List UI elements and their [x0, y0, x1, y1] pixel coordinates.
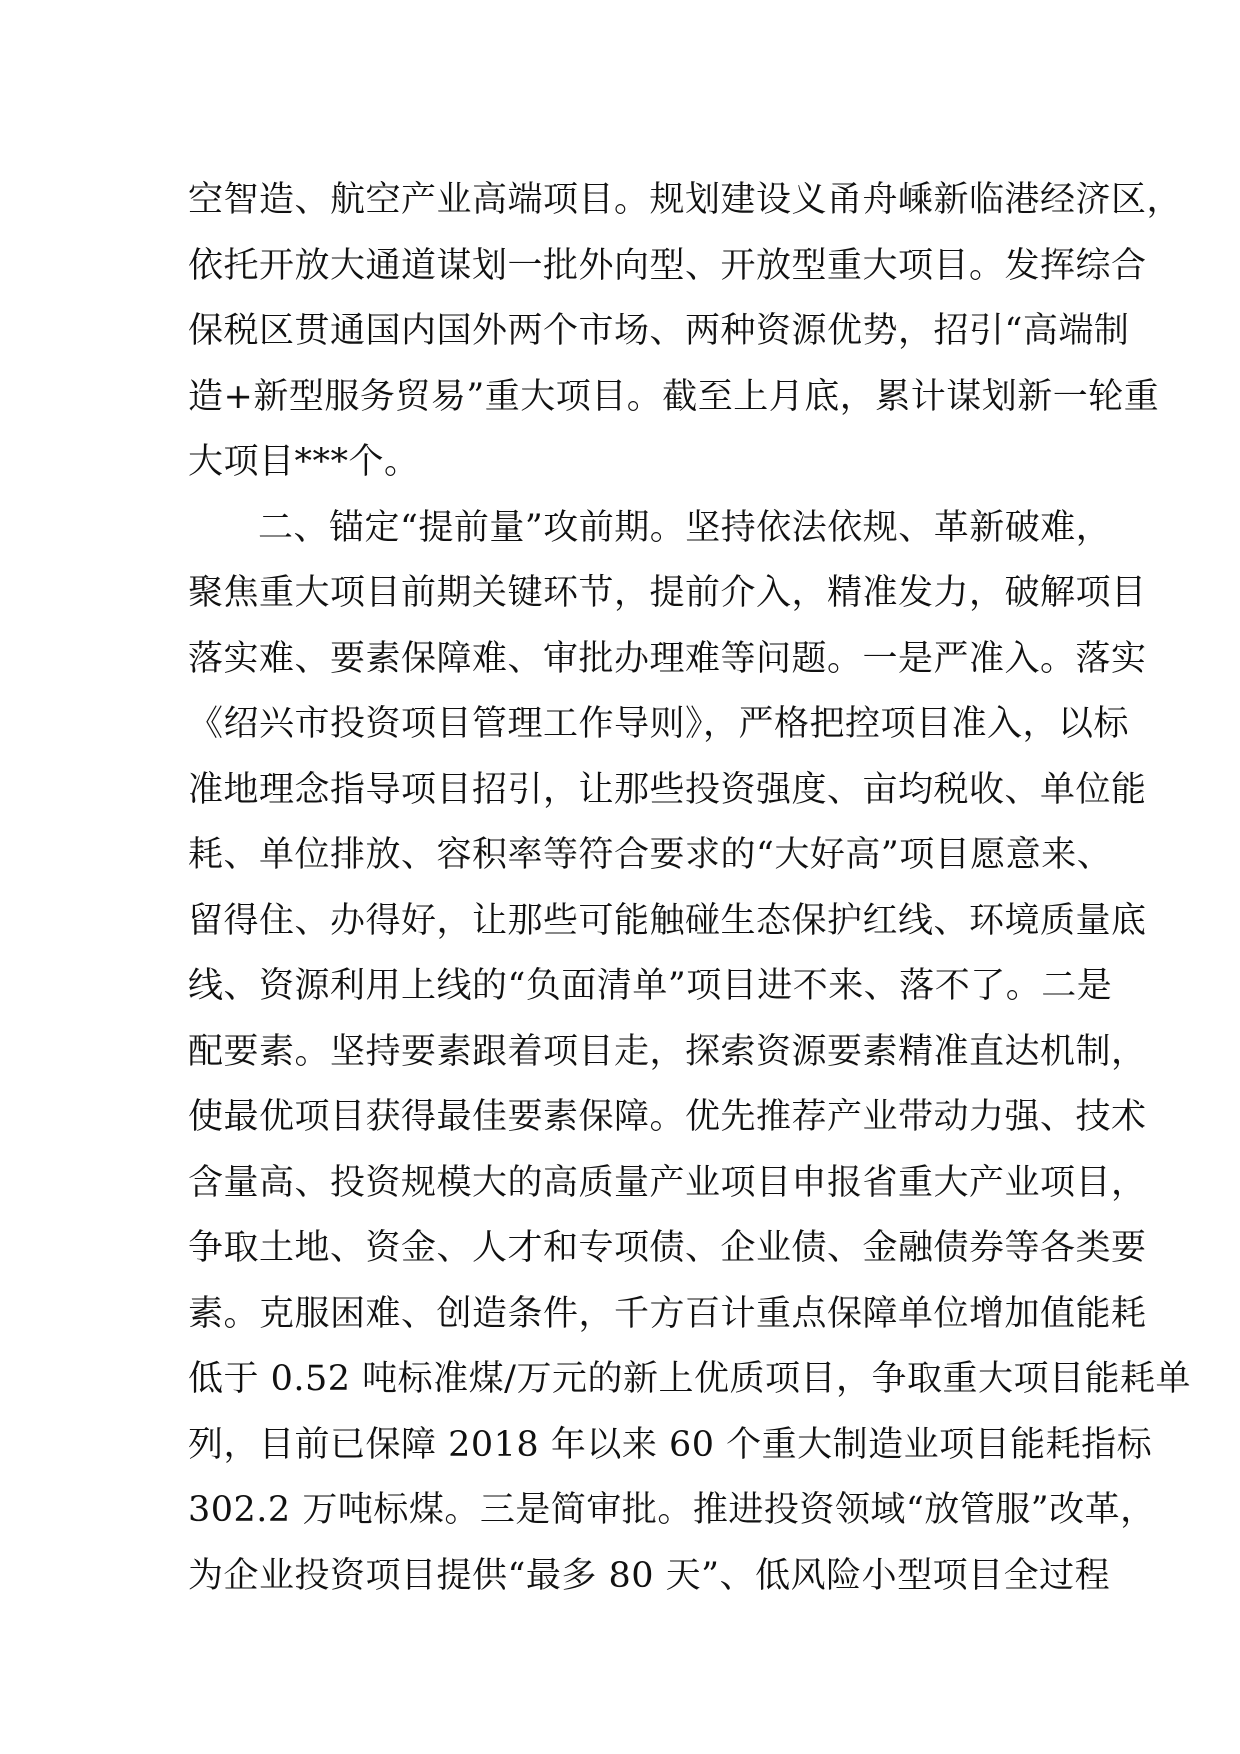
- text-line: 素。克服困难、创造条件，千方百计重点保障单位增加值能耗: [188, 1293, 1147, 1334]
- text-line: 依托开放大通道谋划一批外向型、开放型重大项目。发挥综合: [188, 245, 1147, 286]
- text-line: 空智造、航空产业高端项目。规划建设义甬舟嵊新临港经济区，: [188, 180, 1183, 220]
- text-line: 留得住、办得好，让那些可能触碰生态保护红线、环境质量底: [188, 900, 1147, 941]
- text-line: 302.2 万吨标煤。三是简审批。推进投资领域“放管服”改革，: [188, 1490, 1156, 1530]
- text-line: 《绍兴市投资项目管理工作导则》，严格把控项目准入，以标: [188, 704, 1130, 744]
- text-line: 大项目***个。: [188, 442, 420, 482]
- text-line: 准地理念指导项目招引，让那些投资强度、亩均税收、单位能: [188, 769, 1147, 810]
- text-line: 为企业投资项目提供“最多 80 天”、低风险小型项目全过程: [188, 1555, 1111, 1596]
- body-text: [188, 168, 1191, 1609]
- text-line: 耗、单位排放、容积率等符合要求的“大好高”项目愿意来、: [188, 835, 1113, 875]
- text-line: 低于 0.52 吨标准煤/万元的新上优质项目，争取重大项目能耗单: [188, 1359, 1191, 1399]
- text-line: 列，目前已保障 2018 年以来 60 个重大制造业项目能耗指标: [188, 1424, 1153, 1465]
- text-line: 造+新型服务贸易”重大项目。截至上月底，累计谋划新一轮重: [188, 376, 1160, 417]
- text-line: 使最优项目获得最佳要素保障。优先推荐产业带动力强、技术: [188, 1097, 1147, 1137]
- text-line: 聚焦重大项目前期关键环节，提前介入，精准发力，破解项目: [188, 573, 1147, 613]
- text-line: 含量高、投资规模大的高质量产业项目申报省重大产业项目，: [188, 1162, 1147, 1203]
- text-line: 争取土地、资金、人才和专项债、企业债、金融债券等各类要: [188, 1228, 1147, 1268]
- text-line: 线、资源利用上线的“负面清单”项目进不来、落不了。二是: [188, 966, 1113, 1006]
- text-line: 配要素。坚持要素跟着项目走，探索资源要素精准直达机制，: [188, 1031, 1147, 1072]
- text-line: 保税区贯通国内国外两个市场、两种资源优势，招引“高端制: [188, 311, 1130, 351]
- paragraph-start-line: 二、锚定“提前量”攻前期。坚持依法依规、革新破难，: [258, 507, 1112, 548]
- text-line: 落实难、要素保障难、审批办理难等问题。一是严准入。落实: [188, 638, 1147, 679]
